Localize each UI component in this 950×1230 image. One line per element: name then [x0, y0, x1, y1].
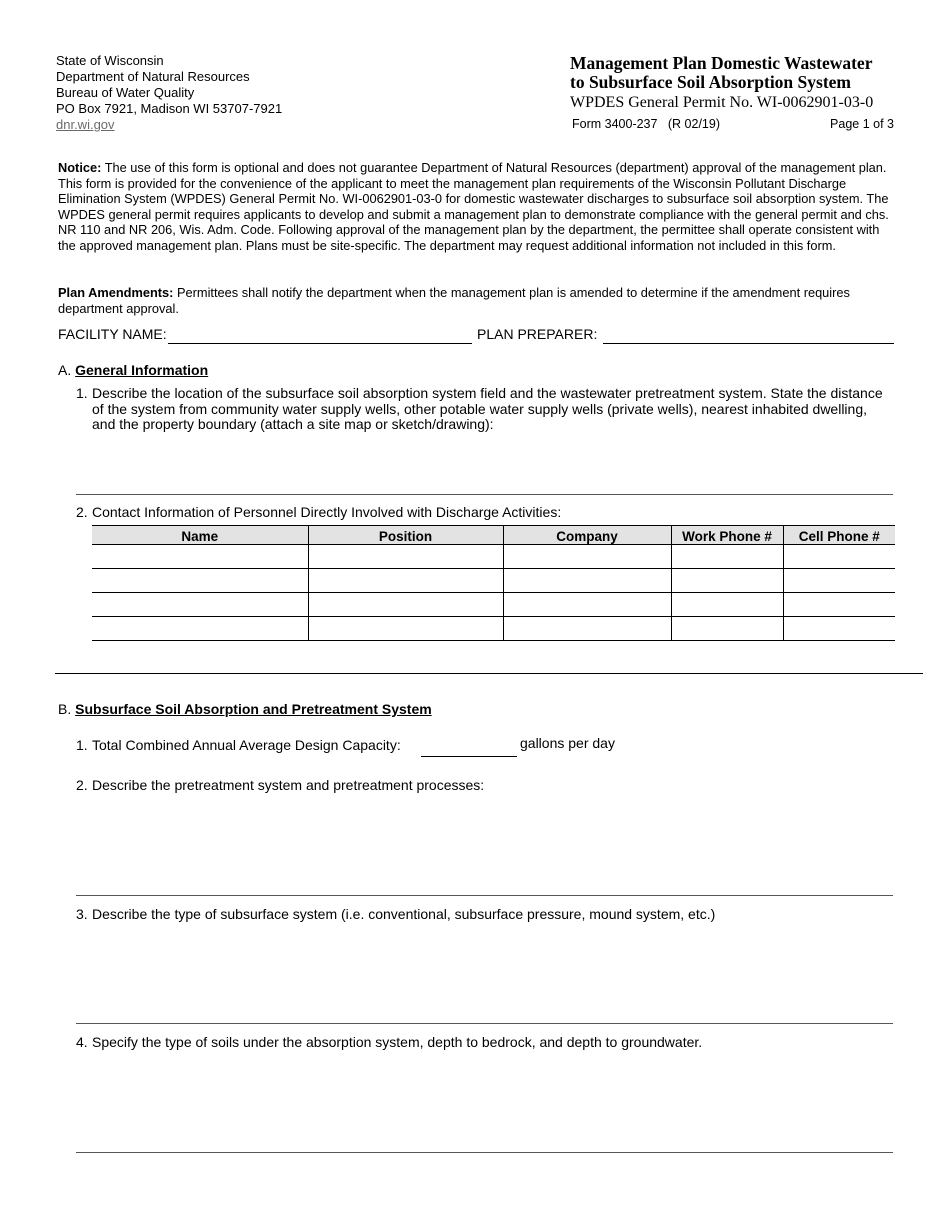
- cell-position[interactable]: [308, 593, 503, 617]
- cell-name[interactable]: [92, 617, 308, 641]
- section-divider: [55, 673, 923, 674]
- cell-company[interactable]: [503, 545, 671, 569]
- col-header-work-phone: Work Phone #: [671, 526, 783, 545]
- table-row: [92, 617, 895, 641]
- item-number: 1.: [76, 737, 88, 753]
- amendments-paragraph: [58, 285, 894, 316]
- col-header-position: Position: [308, 526, 503, 545]
- agency-state: State of Wisconsin: [56, 53, 164, 68]
- form-title-line1: Management Plan Domestic Wastewater: [570, 53, 873, 73]
- facility-name-field[interactable]: [168, 343, 472, 344]
- cell-cell-phone[interactable]: [783, 545, 895, 569]
- cell-name[interactable]: [92, 569, 308, 593]
- contacts-header-row: [92, 526, 895, 545]
- cell-cell-phone[interactable]: [783, 617, 895, 641]
- agency-department: Department of Natural Resources: [56, 69, 250, 84]
- section-a-heading: [58, 362, 208, 378]
- cell-work-phone[interactable]: [671, 545, 783, 569]
- form-meta: [570, 117, 894, 131]
- table-row: [92, 593, 895, 617]
- cell-position[interactable]: [308, 617, 503, 641]
- cell-position[interactable]: [308, 569, 503, 593]
- agency-address: PO Box 7921, Madison WI 53707-7921: [56, 101, 283, 116]
- section-b-item-4: [76, 1035, 894, 1051]
- cell-company[interactable]: [503, 569, 671, 593]
- col-header-cell-phone: Cell Phone #: [783, 526, 895, 545]
- section-b-heading: [58, 701, 432, 717]
- facility-name-label: FACILITY NAME:: [58, 326, 167, 342]
- amendments-label: Plan Amendments:: [58, 285, 174, 300]
- item-text: Specify the type of soils under the absorption system, depth to bedrock, and depth to groundwater.: [92, 1034, 703, 1050]
- section-a-item-1: [76, 386, 894, 433]
- section-a-item-1-answer-line[interactable]: [76, 494, 893, 495]
- table-row: [92, 569, 895, 593]
- amendments-text: Permittees shall notify the department when the management plan is amended to determine if the amendment requires department approval.: [58, 285, 850, 316]
- design-capacity-field[interactable]: [421, 741, 517, 757]
- agency-block: [56, 53, 282, 133]
- item-number: 2.: [76, 777, 88, 793]
- section-b-title: Subsurface Soil Absorption and Pretreatment System: [75, 701, 432, 717]
- plan-preparer-field[interactable]: [603, 343, 894, 344]
- cell-cell-phone[interactable]: [783, 569, 895, 593]
- section-b-item-4-answer-line[interactable]: [76, 1152, 893, 1153]
- cell-company[interactable]: [503, 617, 671, 641]
- facility-preparer-row: [58, 326, 894, 346]
- section-b-item-3: [76, 907, 894, 923]
- cell-cell-phone[interactable]: [783, 593, 895, 617]
- notice-label: Notice:: [58, 160, 102, 175]
- col-header-name: Name: [92, 526, 308, 545]
- item-number: 4.: [76, 1034, 88, 1050]
- item-text: Describe the location of the subsurface soil absorption system field and the wastewater pretreatment system. State the distance of the system from community water supply wells, other potable water supply wells (private wells), nearest inhabited dwelling, and the property boundary (attach a site map or sketch/drawing):: [92, 385, 883, 432]
- cell-company[interactable]: [503, 593, 671, 617]
- item-number: 3.: [76, 906, 88, 922]
- page-indicator: Page 1 of 3: [830, 117, 894, 131]
- cell-work-phone[interactable]: [671, 593, 783, 617]
- item-text: Total Combined Annual Average Design Capacity:: [92, 737, 401, 753]
- item-text: Contact Information of Personnel Directly Involved with Discharge Activities:: [92, 504, 562, 520]
- item-text: Describe the type of subsurface system (i.e. conventional, subsurface pressure, mound system, etc.): [92, 906, 716, 922]
- design-capacity-unit: gallons per day: [520, 735, 615, 751]
- section-b-letter: B.: [58, 701, 72, 717]
- item-number: 1.: [76, 385, 88, 401]
- section-a-letter: A.: [58, 362, 72, 378]
- notice-text: The use of this form is optional and does not guarantee Department of Natural Resources (department) approval of the management plan. This form is provided for the convenience of the applicant to meet the management plan requirements of the Wisconsin Pollutant Discharge Elimination System (WPDES) General Permit No. WI-0062901-03-0 for domestic wastewater discharges to subsurface soil absorption system. The WPDES general permit requires applicants to develop and submit a management plan to demonstrate compliance with the general permit and chs. NR 110 and NR 206, Wis. Adm. Code. Following approval of the management plan by the department, the permittee shall operate consistent with the approved management plan. Plans must be site-specific. The department may request additional information not included in this form.: [58, 160, 889, 253]
- form-number: Form 3400-237 (R 02/19): [572, 117, 720, 131]
- cell-position[interactable]: [308, 545, 503, 569]
- form-title-block: [570, 54, 894, 131]
- item-number: 2.: [76, 504, 88, 520]
- agency-website-link[interactable]: dnr.wi.gov: [56, 117, 115, 132]
- cell-name[interactable]: [92, 545, 308, 569]
- section-a-title: General Information: [75, 362, 209, 378]
- section-b-item-2-answer-line[interactable]: [76, 895, 893, 896]
- table-row: [92, 545, 895, 569]
- cell-work-phone[interactable]: [671, 617, 783, 641]
- col-header-company: Company: [503, 526, 671, 545]
- cell-work-phone[interactable]: [671, 569, 783, 593]
- section-b-item-3-answer-line[interactable]: [76, 1023, 893, 1024]
- contacts-table: [92, 525, 895, 641]
- section-a-item-2: [76, 505, 894, 521]
- notice-paragraph: [58, 160, 894, 253]
- agency-bureau: Bureau of Water Quality: [56, 85, 195, 100]
- item-text: Describe the pretreatment system and pretreatment processes:: [92, 777, 485, 793]
- permit-number: WPDES General Permit No. WI-0062901-03-0: [570, 94, 874, 111]
- form-title-line2: to Subsurface Soil Absorption System: [570, 72, 852, 92]
- cell-name[interactable]: [92, 593, 308, 617]
- section-b-item-2: [76, 778, 894, 794]
- plan-preparer-label: PLAN PREPARER:: [477, 326, 598, 342]
